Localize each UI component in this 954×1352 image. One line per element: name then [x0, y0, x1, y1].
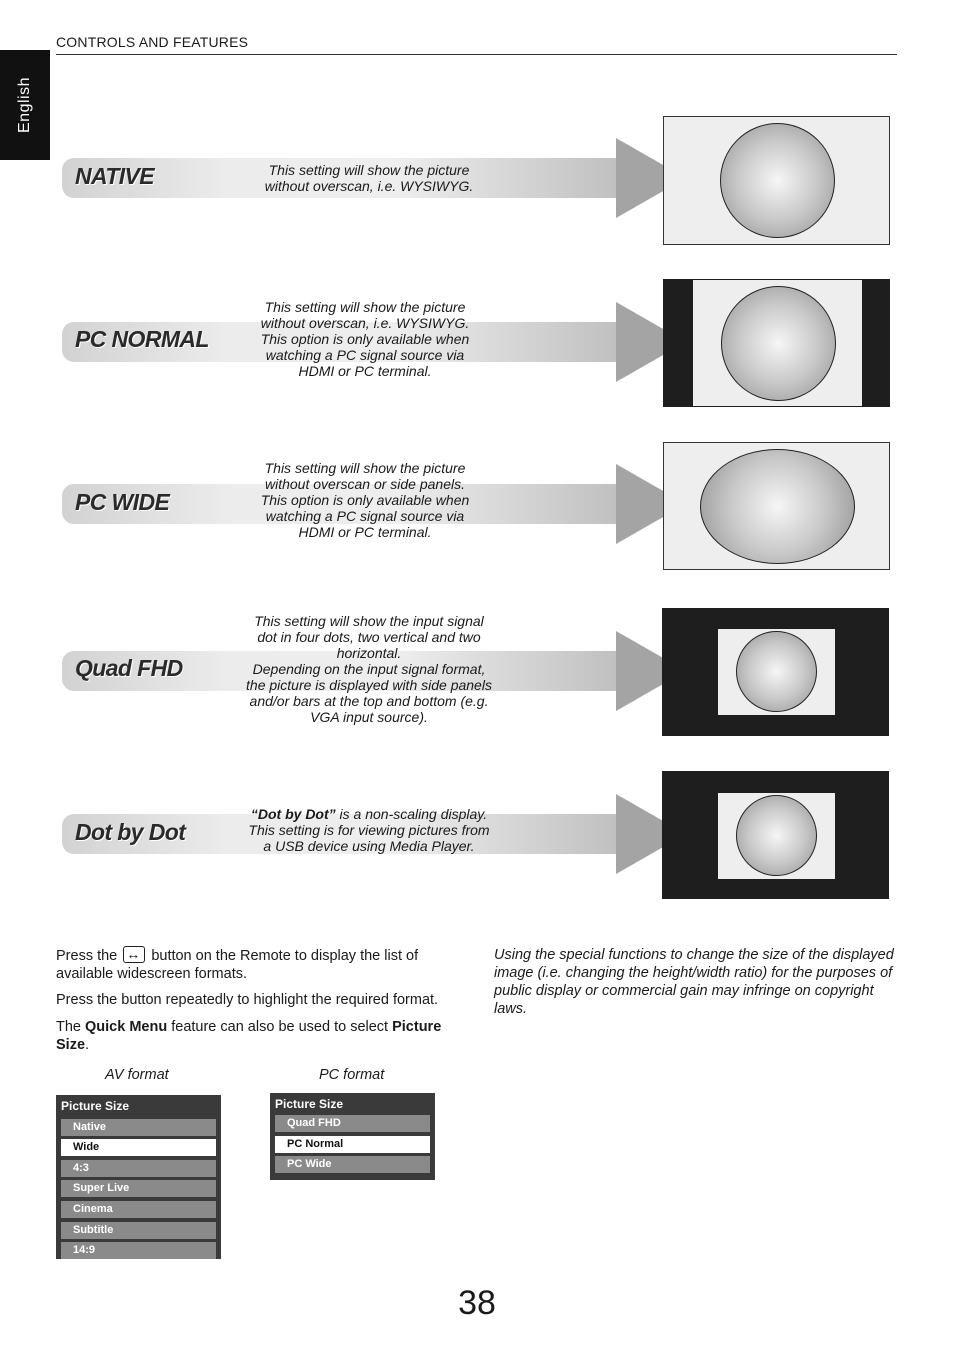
mode-description: This setting will show the picture without overscan, i.e. WYSIWYG. [264, 162, 474, 194]
section-header: CONTROLS AND FEATURES [56, 34, 249, 50]
screen-illustration-quad-fhd [662, 608, 889, 736]
instruction-paragraph-2: Press the button repeatedly to highlight the required format. [56, 992, 439, 1008]
language-tab [0, 50, 50, 160]
menu-item-quad-fhd[interactable]: Quad FHD [275, 1115, 430, 1132]
screen-illustration-native [663, 116, 890, 245]
picture-circle [720, 123, 835, 238]
menu-item-pc-wide[interactable]: PC Wide [275, 1156, 430, 1173]
picture-circle [736, 795, 817, 876]
widescreen-button-icon [123, 946, 145, 963]
menu-item-subtitle[interactable]: Subtitle [61, 1222, 216, 1239]
mode-description: “Dot by Dot” is a non-scaling display. This setting is for viewing pictures from a USB device using Media Player. [248, 806, 490, 854]
mode-name: Quad FHD [75, 655, 183, 681]
mode-description: This setting will show the picture without overscan or side panels. This option is only available when watching a PC signal source via HDMI or PC terminal. [260, 460, 470, 540]
screen-illustration-pc-wide [663, 442, 890, 570]
menu-title: Picture Size [275, 1097, 344, 1111]
menu-item-14-9[interactable]: 14:9 [61, 1242, 216, 1259]
mode-description: This setting will show the picture without overscan, i.e. WYSIWYG. This option is only available when watching a PC signal source via HDMI or PC terminal. [260, 299, 470, 379]
menu-item-wide[interactable]: Wide [61, 1139, 216, 1156]
header-rule [56, 54, 897, 55]
mode-name: PC WIDE [75, 489, 170, 515]
instruction-paragraph-1: Press the ↔ button on the Remote to display the list of available widescreen formats. [56, 946, 466, 983]
pc-format-caption: PC format [319, 1067, 385, 1083]
mode-name: NATIVE [75, 163, 155, 189]
menu-item-super-live[interactable]: Super Live [61, 1180, 216, 1197]
pc-picture-size-menu [270, 1093, 435, 1180]
mode-description: This setting will show the input signal dot in four dots, two vertical and two horizontal. Depending on the input signal format, the picture is displayed with side panels and/or bars at the top and bottom (e.g. VGA input source). [246, 613, 492, 725]
picture-circle [736, 631, 817, 712]
mode-name: Dot by Dot [75, 819, 186, 845]
screen-illustration-dot-by-dot [662, 771, 889, 899]
screen-illustration-pc-normal [663, 279, 890, 407]
menu-item-native[interactable]: Native [61, 1119, 216, 1136]
copyright-note: Using the special functions to change the size of the displayed image (i.e. changing the height/width ratio) for the purposes of public display or commercial gain may infringe on copyright laws. [494, 947, 894, 1017]
av-picture-size-menu [56, 1095, 221, 1259]
menu-item-4-3[interactable]: 4:3 [61, 1160, 216, 1177]
language-tab-label: English [16, 77, 33, 133]
picture-circle [721, 286, 836, 401]
mode-name: PC NORMAL [75, 326, 209, 352]
picture-ellipse [700, 449, 855, 564]
page-number: 38 [458, 1284, 496, 1322]
menu-item-pc-normal[interactable]: PC Normal [275, 1136, 430, 1153]
dot-by-dot-emphasis: “Dot by Dot” [250, 806, 336, 822]
menu-item-cinema[interactable]: Cinema [61, 1201, 216, 1218]
av-format-caption: AV format [105, 1067, 169, 1083]
instruction-paragraph-3: The Quick Menu feature can also be used to select Picture Size. [56, 1019, 442, 1053]
menu-title: Picture Size [61, 1099, 130, 1113]
